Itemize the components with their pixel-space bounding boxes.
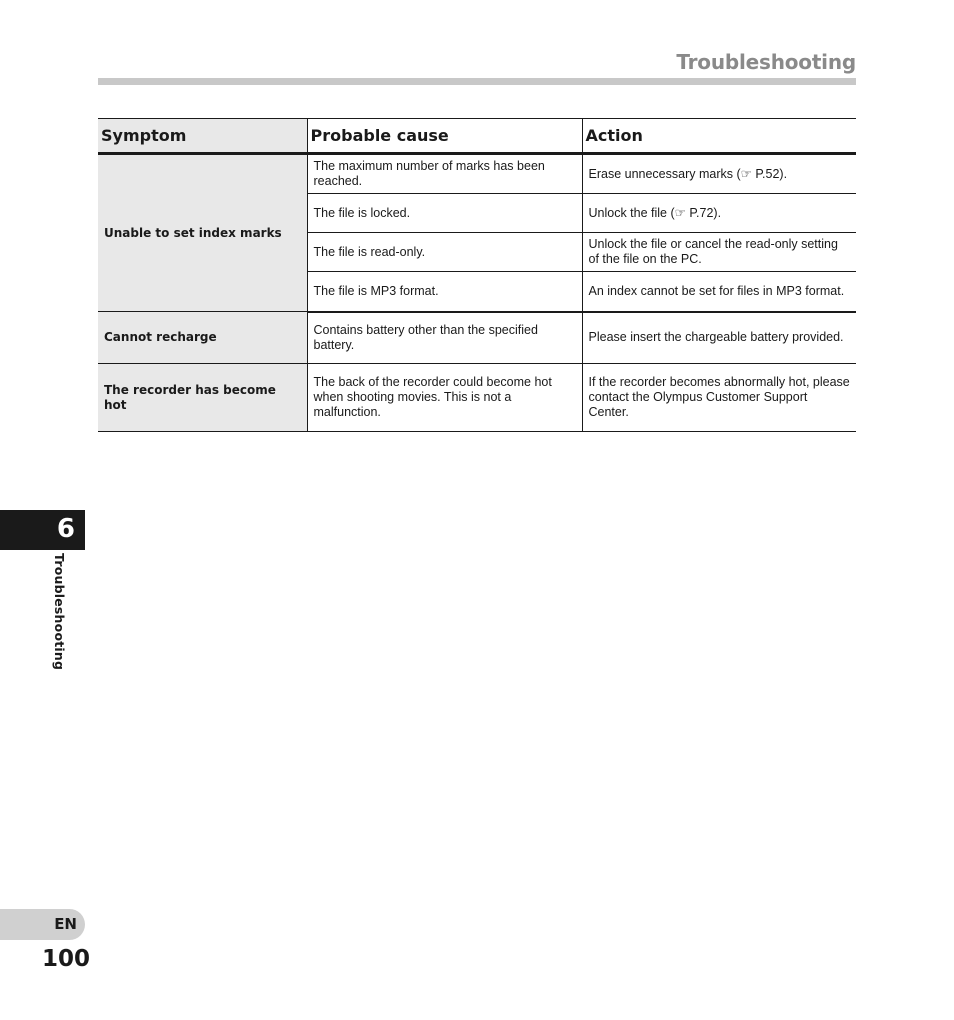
action-cell: Please insert the chargeable battery provided. (582, 312, 856, 364)
table-row (98, 312, 856, 364)
cause-cell: Contains battery other than the specified battery. (307, 312, 582, 364)
troubleshooting-table (98, 118, 856, 432)
cause-cell: The file is locked. (307, 194, 582, 233)
symptom-cell: The recorder has become hot (98, 364, 307, 432)
action-cell: Unlock the file or cancel the read-only setting of the file on the PC. (582, 233, 856, 272)
chapter-label: Troubleshooting (52, 553, 67, 671)
symptom-cell: Cannot recharge (98, 312, 307, 364)
table-row (98, 364, 856, 432)
cause-cell: The maximum number of marks has been reached. (307, 154, 582, 194)
language-tab (0, 909, 85, 940)
chapter-tab (0, 510, 85, 550)
symptom-cell: Unable to set index marks (98, 154, 307, 312)
cause-cell: The file is read-only. (307, 233, 582, 272)
header-symptom: Symptom (98, 119, 307, 154)
action-cell: Unlock the file (☞ P.72). (582, 194, 856, 233)
language-label: EN (54, 915, 77, 933)
action-cell: Erase unnecessary marks (☞ P.52). (582, 154, 856, 194)
page-number: 100 (42, 946, 91, 972)
chapter-number: 6 (56, 514, 75, 544)
title-rule (98, 78, 856, 85)
action-cell: If the recorder becomes abnormally hot, please contact the Olympus Customer Support Center. (582, 364, 856, 432)
cause-cell: The back of the recorder could become hot when shooting movies. This is not a malfunction. (307, 364, 582, 432)
table-header-row (98, 119, 856, 154)
action-cell: An index cannot be set for files in MP3 format. (582, 272, 856, 312)
page-title: Troubleshooting (676, 50, 856, 74)
header-action: Action (582, 119, 856, 154)
cause-cell: The file is MP3 format. (307, 272, 582, 312)
header-probable-cause: Probable cause (307, 119, 582, 154)
table-row (98, 154, 856, 194)
